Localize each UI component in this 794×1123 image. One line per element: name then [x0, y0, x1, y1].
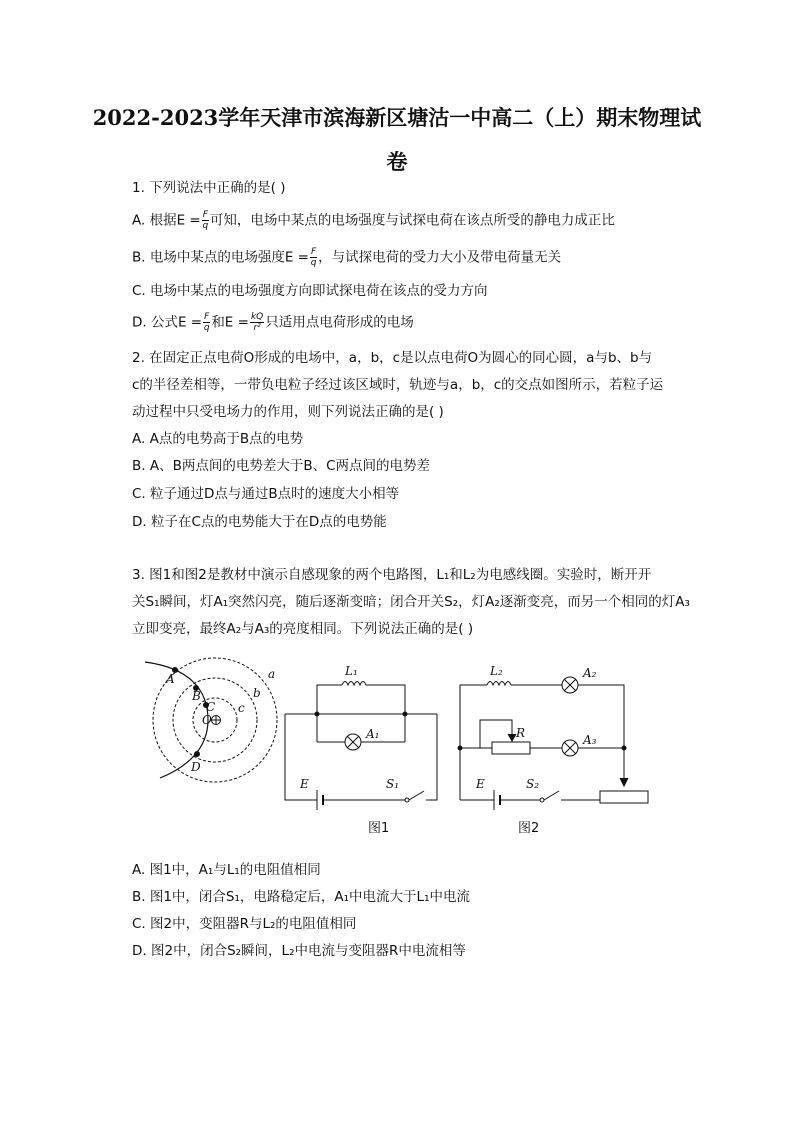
- label-r: R: [516, 726, 526, 740]
- fraction-f-over-q-b: $\frac{F}{q}$: [310, 247, 317, 268]
- label-e1: E: [300, 777, 309, 791]
- q3-option-b: B. 图1中，闭合S₁，电路稳定后，A₁中电流大于L₁中电流: [132, 889, 470, 905]
- label-e2: E: [476, 777, 485, 791]
- q3-stem-3: 立即变亮，最终A₂与A₃的亮度相同。下列说法正确的是( ): [132, 621, 474, 637]
- title-line-2: 卷: [386, 149, 408, 174]
- circuit-figure-1: [285, 664, 437, 836]
- label-a2: A₂: [583, 666, 597, 680]
- q2-stem-2: c的半径差相等，一带负电粒子经过该区域时，轨迹与a，b，c的交点如图所示，若粒子运: [132, 377, 664, 393]
- q3-option-d: D. 图2中，闭合S₂瞬间，L₂中电流与变阻器R中电流相等: [132, 943, 466, 959]
- q2-option-c: C. 粒子通过D点与通过B点时的速度大小相等: [132, 486, 400, 502]
- label-a1: A₁: [366, 727, 380, 741]
- label-s1: S₁: [386, 777, 400, 791]
- fraction-kq-over-r2: $\frac{kQ}{\text{r²}}$: [250, 312, 264, 333]
- q1-stem: 1. 下列说法中正确的是( ): [132, 180, 286, 196]
- label-a3: A₃: [583, 733, 597, 747]
- sliding-rheostat: [600, 791, 648, 803]
- switch-s2: [544, 791, 559, 800]
- q3-stem-2: 关S₁瞬间，灯A₁突然闪亮，随后逐渐变暗；闭合开关S₂，灯A₂逐渐变亮，而另一个相同的灯A₃: [132, 594, 690, 610]
- fraction-f-over-q: $\frac{F}{q}$: [202, 210, 209, 231]
- label-point-c: C: [206, 700, 216, 714]
- q1-option-c: C. 电场中某点的电场强度方向即试探电荷在该点的受力方向: [132, 283, 488, 299]
- concentric-circles-diagram: [145, 658, 277, 782]
- label-c: c: [238, 701, 245, 715]
- switch-s1: [409, 791, 424, 800]
- q3-option-a: A. 图1中，A₁与L₁的电阻值相同: [132, 862, 321, 878]
- figures: [140, 650, 660, 840]
- q2-stem-1: 2. 在固定正点电荷O形成的电场中，a，b，c是以点电荷O为圆心的同心圆，a与b、b与: [132, 350, 653, 366]
- inductor-l2: [487, 682, 511, 686]
- circuit-figure-2: [458, 664, 648, 836]
- q2-option-a: A. A点的电势高于B点的电势: [132, 431, 304, 447]
- label-l1: L₁: [345, 664, 358, 678]
- inductor-l1: [342, 682, 366, 686]
- label-point-o: O: [202, 713, 212, 727]
- title-line-1: 2022-2023学年天津市滨海新区塘沽一中高二（上）期末物理试: [92, 105, 702, 130]
- q1-option-a: A. 根据E = $\frac{F}{q}$ 可知，电场中某点的电场强度与试探电荷在该点所受的静电力成正比: [132, 210, 615, 231]
- point-d-dot: [195, 752, 200, 757]
- label-s2: S₂: [526, 777, 540, 791]
- q1-option-d: D. 公式E = $\frac{F}{q}$ 和E = $\frac{kQ}{\text{r²}}$ 只适用点电荷形成的电场: [132, 312, 414, 333]
- q2-stem-3: 动过程中只受电场力的作用，则下列说法正确的是( ): [132, 404, 444, 420]
- q3-option-c: C. 图2中，变阻器R与L₂的电阻值相同: [132, 916, 357, 932]
- label-a: a: [268, 667, 276, 681]
- label-point-b: B: [192, 689, 201, 703]
- rheostat-r: [492, 742, 530, 754]
- caption-fig-1: 图1: [368, 821, 390, 836]
- q1-option-b: B. 电场中某点的电场强度E = $\frac{F}{q}$ ，与试探电荷的受力大小及带电荷量无关: [132, 247, 562, 268]
- label-b: b: [253, 686, 261, 700]
- fraction-f-over-q-d: $\frac{F}{q}$: [203, 312, 210, 333]
- q3-stem-1: 3. 图1和图2是教材中演示自感现象的两个电路图，L₁和L₂为电感线圈。实验时，断开开: [132, 567, 652, 583]
- label-point-d: D: [191, 760, 201, 774]
- page-title: [90, 96, 704, 184]
- q2-option-d: D. 粒子在C点的电势能大于在D点的电势能: [132, 514, 387, 530]
- caption-fig-2: 图2: [518, 821, 540, 836]
- label-point-a: A: [166, 672, 175, 686]
- label-l2: L₂: [490, 664, 503, 678]
- q2-option-b: B. A、B两点间的电势差大于B、C两点间的电势差: [132, 458, 431, 474]
